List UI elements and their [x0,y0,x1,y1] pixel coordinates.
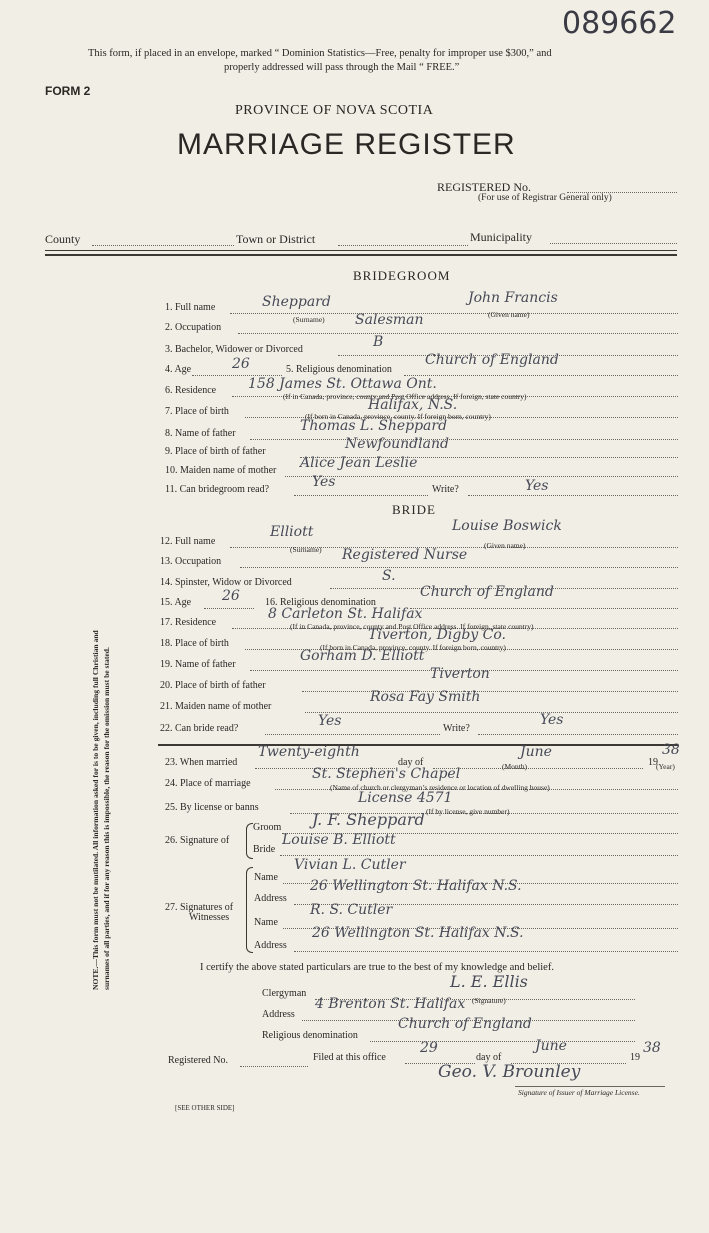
groom-father: Thomas L. Sheppard [300,418,448,434]
see-other-side: [SEE OTHER SIDE] [175,1104,235,1112]
license-value: License 4571 [358,790,453,806]
bride-father-label: 19. Name of father [160,659,236,670]
witness1-address: 26 Wellington St. Halifax N.S. [310,878,522,894]
bride-mother: Rosa Fay Smith [370,689,481,705]
groom-read-label: 11. Can bridegroom read? [165,484,270,495]
groom-sig-label: Groom [253,822,282,833]
bride-father-birthplace: Tiverton [430,666,490,682]
marriage-year-prefix: 19 [648,757,658,768]
groom-age-label: 4. Age [165,364,192,375]
bride-heading: BRIDE [392,502,436,517]
groom-write: Yes [525,478,549,494]
groom-mother-label: 10. Maiden name of mother [165,465,277,476]
bride-residence-hint: (If in Canada, province, county and Post Office address. If foreign, state country) [290,622,534,631]
place-of-marriage-label: 24. Place of marriage [165,778,251,789]
form-id: FORM 2 [45,84,91,98]
place-hint: (Name of church or clergyman’s residence or location of dwelling house) [330,783,550,792]
filed-month: June [535,1038,567,1054]
witness2-address-label: Address [254,940,287,951]
groom-religion-label: 5. Religious denomination [286,364,392,375]
filed-day: 29 [420,1040,438,1056]
bride-occupation: Registered Nurse [342,547,468,563]
groom-age: 26 [232,356,250,372]
bride-write-label: Write? [443,723,470,734]
groom-write-label: Write? [432,484,459,495]
bride-signature: Louise B. Elliott [282,832,396,848]
clergyman-signature: L. E. Ellis [450,972,528,991]
bride-sig-label: Bride [253,844,276,855]
groom-occupation-label: 2. Occupation [165,322,222,333]
signature-of-label: 26. Signature of [165,835,230,846]
groom-given-name: John Francis [468,290,558,306]
groom-signature: J. F. Sheppard [312,810,425,829]
bride-birthplace-label: 18. Place of birth [160,638,229,649]
bride-age: 26 [222,588,240,604]
certification-statement: I certify the above stated particulars are true to the best of my knowledge and belief. [200,962,554,973]
groom-birthplace-label: 7. Place of birth [165,406,229,417]
marriage-day: Twenty-eighth [258,744,360,760]
groom-occupation: Salesman [355,312,424,328]
witness2-name-label: Name [254,917,278,928]
license-label: 25. By license or banns [165,802,259,813]
groom-given-hint: (Given name) [488,310,530,319]
groom-residence-hint: (If in Canada, province, county and Post Office address. If foreign, state country) [283,392,527,401]
groom-father-birthplace-label: 9. Place of birth of father [165,446,266,457]
groom-father-birthplace: Newfoundland [345,436,449,452]
witness1-address-label: Address [254,893,287,904]
clergyman-address-label: Address [262,1009,295,1020]
bride-religion-label: 16. Religious denomination [265,597,376,608]
witnesses-label-1: 27. Signatures of [165,902,234,913]
clergyman-label: Clergyman [262,988,307,999]
marriage-month: June [520,744,552,760]
stamp-number: 089662 [562,6,677,41]
witness1-name-label: Name [254,872,278,883]
county-label: County [45,232,81,246]
groom-full-name-label: 1. Full name [165,302,216,313]
bride-surname-hint: (Surname) [290,545,322,554]
bride-read: Yes [318,713,342,729]
witness2-name: R. S. Cutler [310,902,393,918]
groom-surname-hint: (Surname) [293,315,325,324]
town-label: Town or District [236,232,316,246]
form-title: MARRIAGE REGISTER [177,128,516,161]
signature-hint: (Signature) [472,996,506,1005]
clergyman-religion: Church of England [398,1016,532,1032]
groom-status-label: 3. Bachelor, Widower or Divorced [165,344,303,355]
clergyman-religion-label: Religious denomination [262,1030,358,1041]
witness2-address: 26 Wellington St. Halifax N.S. [312,925,524,941]
marriage-year: 38 [662,742,680,758]
groom-religion: Church of England [425,352,559,368]
municipality-label: Municipality [470,230,532,244]
filed-label: Filed at this office [313,1052,386,1063]
bride-status: S. [382,568,396,584]
bride-age-label: 15. Age [160,597,192,608]
postal-notice-line2: properly addressed will pass through the Mail “ FREE.” [224,62,460,73]
witnesses-label-2: Witnesses [189,912,230,923]
groom-birthplace-hint: (If born in Canada, province, county. If foreign born, country) [305,412,491,421]
registered-no-footer-label: Registered No. [168,1055,228,1066]
bride-status-label: 14. Spinster, Widow or Divorced [160,577,292,588]
month-hint: (Month) [502,762,527,771]
bride-given-hint: (Given name) [484,541,526,550]
day-of-label: day of [398,757,424,768]
filed-year: 38 [643,1040,661,1056]
groom-birthplace: Halifax, N.S. [368,397,458,413]
license-hint: (If by license, give number) [426,807,510,816]
groom-father-label: 8. Name of father [165,428,236,439]
bride-read-label: 22. Can bride read? [160,723,239,734]
bride-mother-label: 21. Maiden name of mother [160,701,272,712]
bride-write: Yes [540,712,564,728]
registered-no-label: REGISTERED No. [437,180,531,194]
groom-read: Yes [312,474,336,490]
marriage-place: St. Stephen's Chapel [312,766,461,782]
bride-father-birthplace-label: 20. Place of birth of father [160,680,266,691]
postal-notice-line1: This form, if placed in an envelope, marked “ Dominion Statistics—Free, penalty for improper use $300,” and [88,48,552,59]
bride-surname: Elliott [270,524,314,540]
bride-occupation-label: 13. Occupation [160,556,222,567]
side-note-line1: NOTE.—This form must not be mutilated. All information asked for is to be given, including full Christian and [91,630,100,990]
groom-surname: Sheppard [262,294,331,310]
when-married-label: 23. When married [165,757,238,768]
groom-residence: 158 James St. Ottawa Ont. [248,376,437,392]
bride-full-name-label: 12. Full name [160,536,216,547]
side-note [90,630,112,990]
year-hint: (Year) [656,762,675,771]
issuer-hint: Signature of Issuer of Marriage License. [518,1088,640,1097]
clergyman-address: 4 Brenton St. Halifax [315,996,466,1012]
filed-day-of-label: day of [476,1052,502,1063]
groom-status: B [373,334,384,350]
issuer-signature: Geo. V. Brounley [438,1062,581,1082]
bride-father: Gorham D. Elliott [300,648,425,664]
bride-religion: Church of England [420,584,554,600]
bride-birthplace-hint: (If born in Canada, province, county. If foreign born, country) [320,643,506,652]
bride-given-name: Louise Boswick [452,518,562,534]
groom-mother: Alice Jean Leslie [300,455,418,471]
filed-year-prefix: 19 [630,1052,640,1063]
groom-residence-label: 6. Residence [165,385,217,396]
bride-residence: 8 Carleton St. Halifax [268,606,423,622]
bride-birthplace: Tiverton, Digby Co. [368,627,507,643]
witness1-name: Vivian L. Cutler [294,857,406,873]
registered-no-note: (For use of Registrar General only) [478,193,612,203]
bridegroom-heading: BRIDEGROOM [353,268,451,283]
bride-residence-label: 17. Residence [160,617,217,628]
side-note-line2: surnames of all parties, and if for any reason this is impossible, the reason for the omission must be stated. [102,647,111,990]
province-heading: PROVINCE OF NOVA SCOTIA [235,103,434,118]
